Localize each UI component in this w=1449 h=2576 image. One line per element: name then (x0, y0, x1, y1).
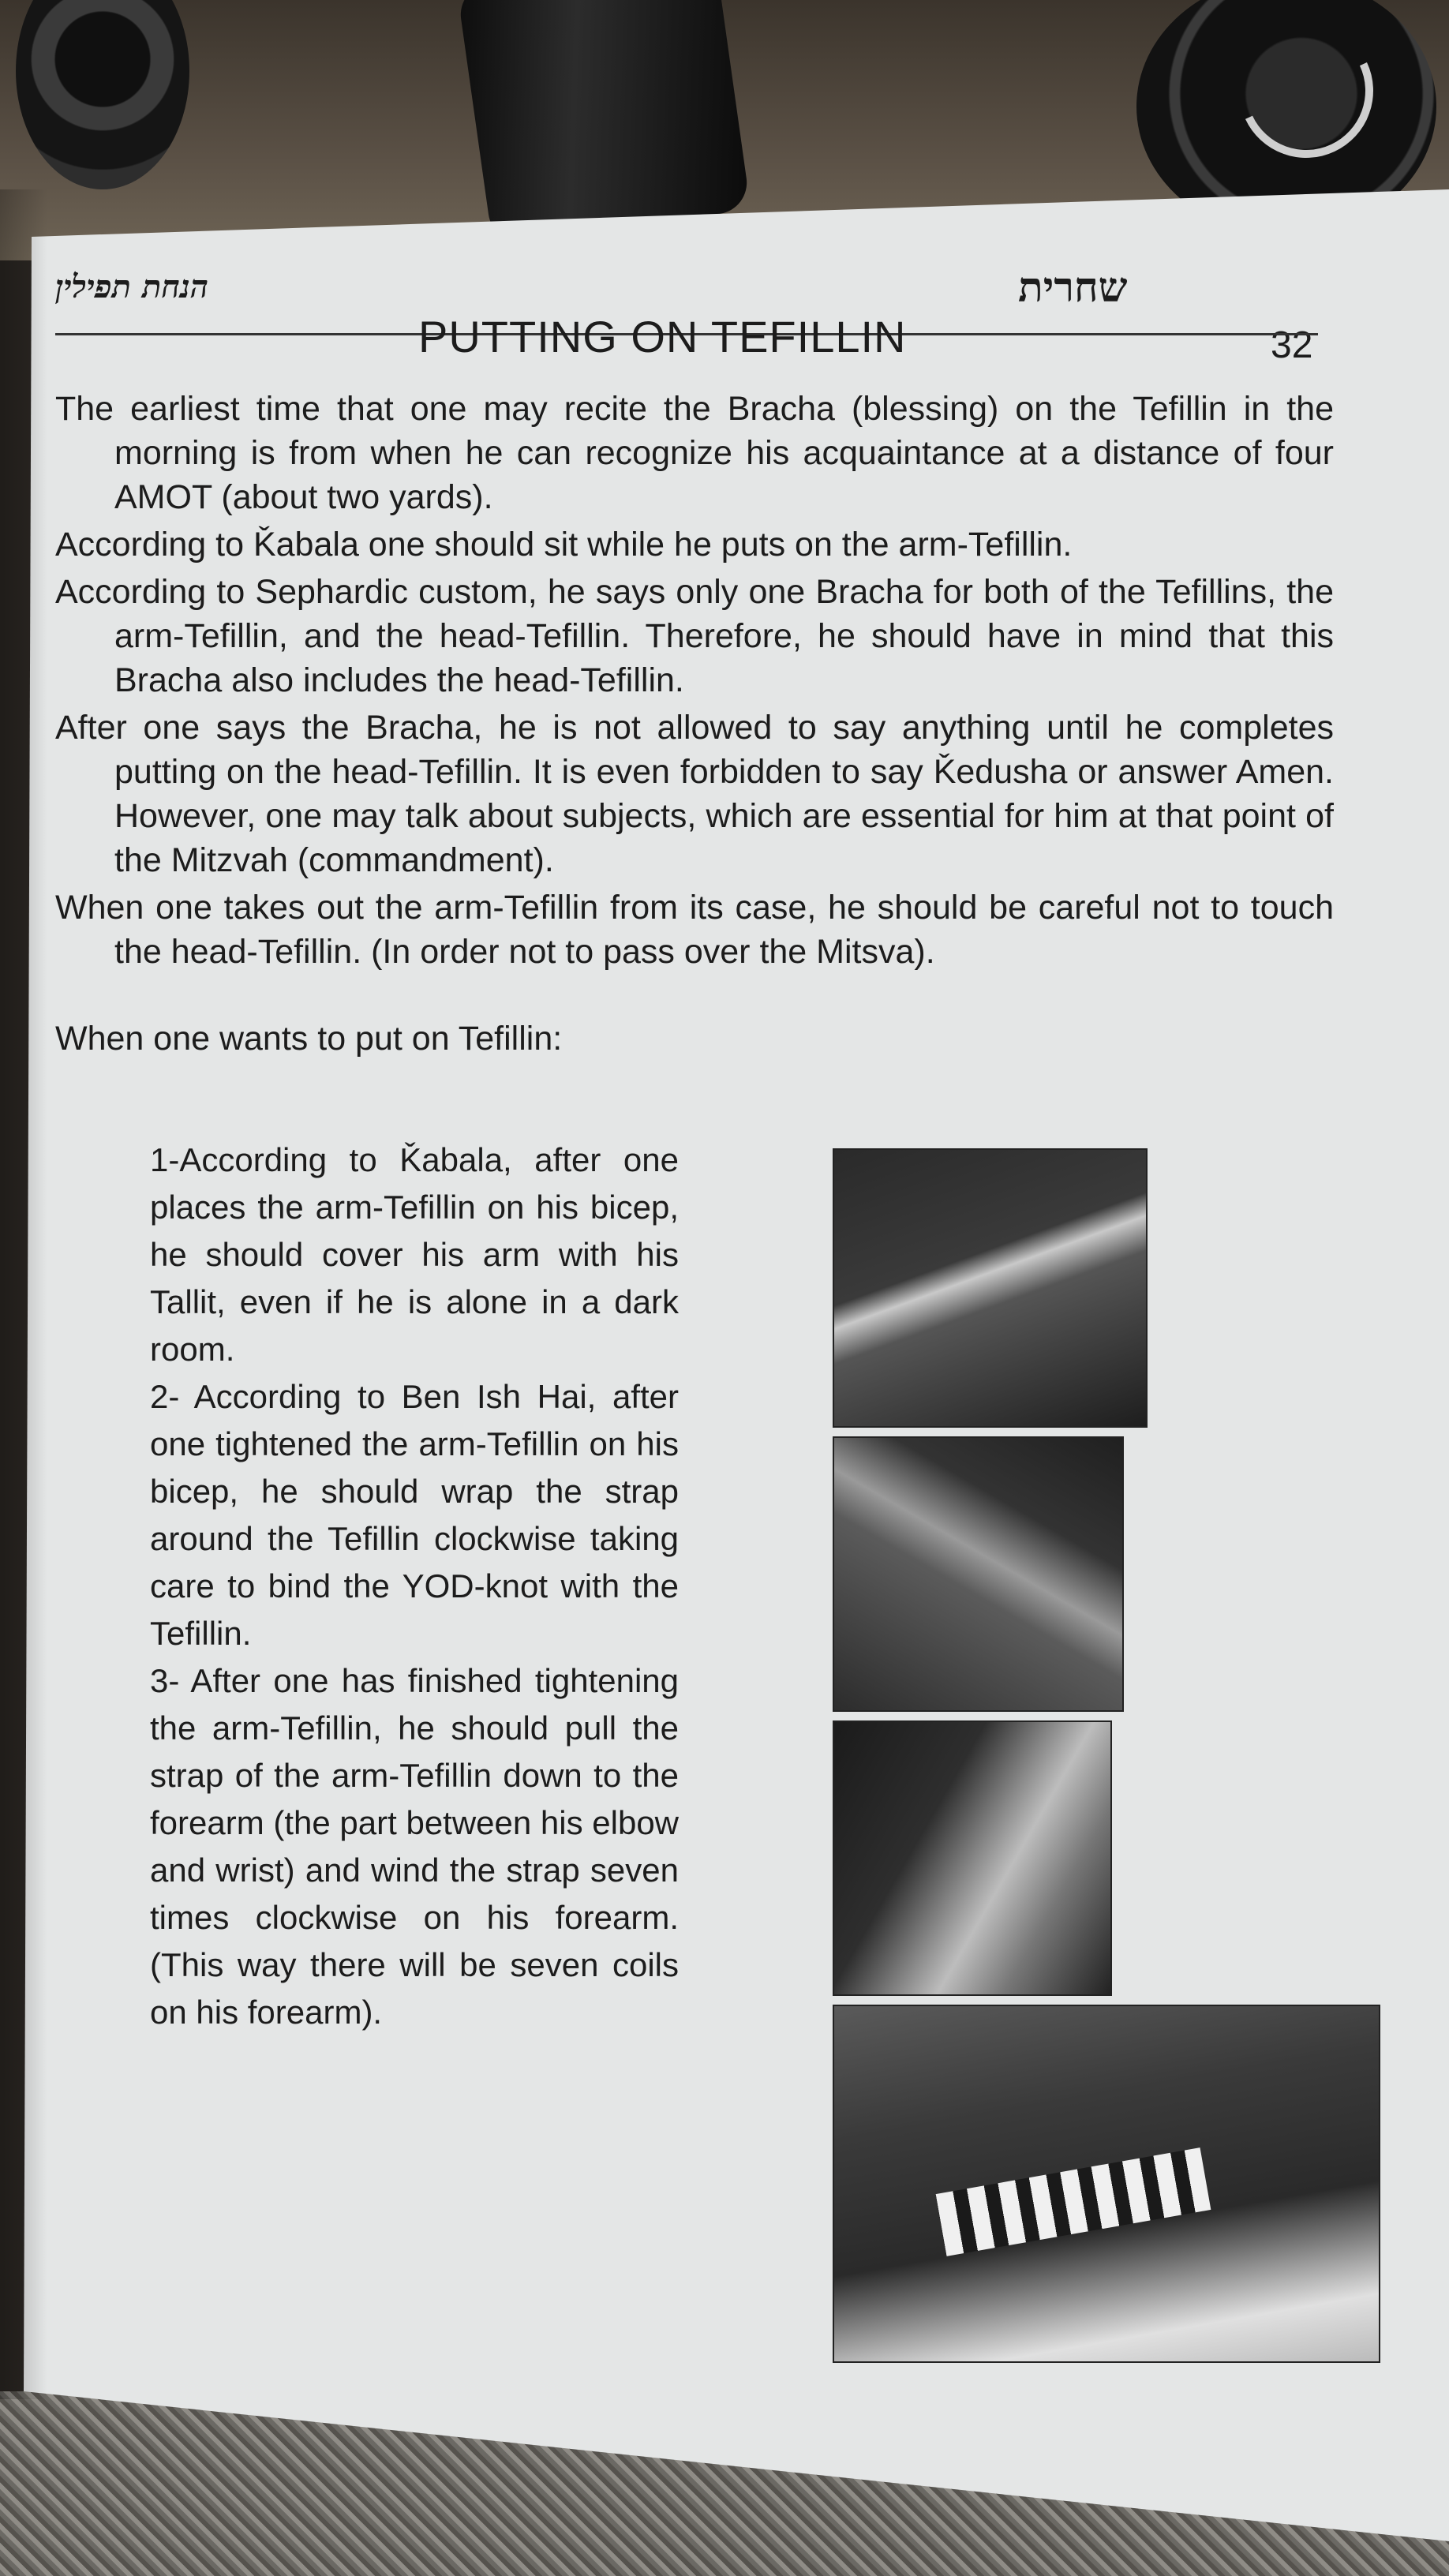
paragraph: The earliest time that one may recite the Bracha (blessing) on the Tefillin in the morning is from when he can recognize his acquaintance at a distance of four AMOT (about two yards). (55, 390, 1334, 516)
running-header-right: שחרית (1018, 264, 1128, 312)
paragraph: When one takes out the arm-Tefillin from its case, he should be careful not to touch the head-Tefillin. (In order not to pass over the Mitsva). (55, 889, 1334, 971)
step-item: 1-According to Ǩabala, after one places the arm-Tefillin on his bicep, he should cover his arm with his Tallit, even if he is alone in a dark room. (150, 1141, 679, 1368)
paragraph: According to Ǩabala one should sit while he puts on the arm-Tefillin. (55, 526, 1073, 564)
running-header-left: הנחת תפילין (55, 268, 209, 305)
photo-pulling-strap-to-forearm (833, 1720, 1112, 1996)
steps-intro: When one wants to put on Tefillin: (55, 1020, 563, 1058)
spacer (55, 977, 1334, 1017)
page-gutter-shadow (0, 189, 47, 2399)
photo-wrapping-strap-around-tefillin (833, 1436, 1124, 1712)
page-title: PUTTING ON TEFILLIN (418, 312, 907, 361)
body-text (55, 387, 1334, 1061)
background-leather-strap (457, 0, 751, 245)
page-number: 32 (1271, 324, 1313, 366)
paragraph: After one says the Bracha, he is not allowed to say anything until he completes putting on the head-Tefillin. It is even forbidden to say Ǩedusha or answer Amen. However, one may talk about subjects, which are essential for him at that point of the Mitzvah (commandment). (55, 709, 1334, 879)
step-item: 2- According to Ben Ish Hai, after one tightened the arm-Tefillin on his bicep, he should wrap the strap around the Tefillin clockwise taking care to bind the YOD-knot with the Tefillin. (150, 1378, 679, 1652)
photo-covering-arm-with-tallit (833, 1148, 1148, 1428)
paragraph: According to Sephardic custom, he says only one Bracha for both of the Tefillins, the arm-Tefillin, and the head-Tefillin. Therefore, he should have in mind that this Bracha also includes the head-Tefillin. (55, 573, 1334, 699)
step-item: 3- After one has finished tightening the arm-Tefillin, he should pull the strap of the arm-Tefillin down to the forearm (the part between his elbow and wrist) and wind the strap seven times clockwise on his forearm. (This way there will be seven coils on his forearm). (150, 1662, 680, 2031)
page-content (55, 260, 1350, 2391)
steps-list (150, 1136, 679, 2036)
